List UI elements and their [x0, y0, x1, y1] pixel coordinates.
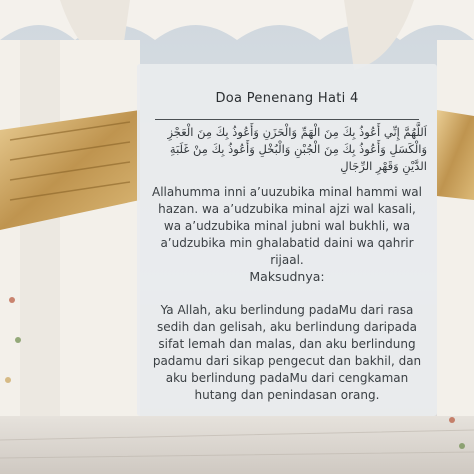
- meaning-text: Ya Allah, aku berlindung padaMu dari rasa sedih dan gelisah, aku berlindung daripada sifat lemah dan malas, dan aku berlindung padamu dari sikap pengecut dan bakhil, dan aku berlindung padaMu dari cengkaman hutang dan penindasan orang.: [152, 303, 422, 402]
- title-divider: [155, 119, 419, 120]
- transliteration-text: Allahumma inni a’uuzubika minal hammi wal hazan. wa a’udzubika minal ajzi wal kasali, wa a’udzubika minal jubni wal bukhli, wa a’udzubika min ghalabatid daini wa qahrir rijaal.: [152, 185, 422, 267]
- meaning-label: Maksudnya:: [249, 269, 325, 284]
- arabic-text: اَللَّهُمَّ إِنِّي أَعُوذُ بِكَ مِنَ الْهَمِّ وَالْحَزَنِ وَأَعُوذُ بِكَ مِنَ الْعَجْزِ وَالْكَسَلِ وَأَعُوذُ بِكَ مِنَ الْجُبْنِ وَالْبُخْلِ وَأَعُوذُ بِكَ مِنْ غَلَبَةِ الدَّيْنِ وَقَهْرِ الرِّجَالِ: [167, 125, 427, 173]
- card-title: Doa Penenang Hati 4: [215, 91, 359, 106]
